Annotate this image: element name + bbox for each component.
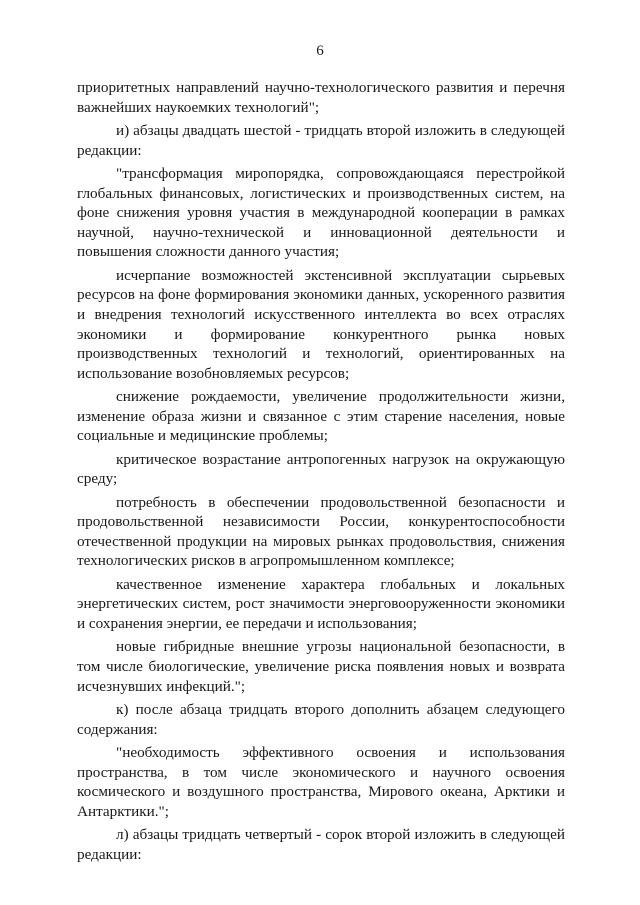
paragraph: к) после абзаца тридцать второго дополнить абзацем следующего содержания:: [77, 700, 565, 738]
paragraph: качественное изменение характера глобальных и локальных энергетических систем, рост значимости энерговооруженности экономики и сохранения энергии, ее передачи и использования;: [77, 575, 565, 633]
paragraph: и) абзацы двадцать шестой - тридцать второй изложить в следующей редакции:: [77, 121, 565, 159]
paragraph: потребность в обеспечении продовольственной безопасности и продовольственной независимости России, конкурентоспособности отечественной продукции на мировых рынках продовольствия, снижения технологических рисков в агропромышленном комплексе;: [77, 493, 565, 570]
paragraph: "трансформация миропорядка, сопровождающаяся перестройкой глобальных финансовых, логистических и производственных систем, на фоне снижения уровня участия в международной кооперации в рамках научной, научно-технической и инновационной деятельности и повышения сложности данного участия;: [77, 164, 565, 261]
paragraph: "необходимость эффективного освоения и использования пространства, в том числе экономического и научного освоения космического и воздушного пространства, Мирового океана, Арктики и Антарктики.";: [77, 743, 565, 820]
paragraph: приоритетных направлений научно-технологического развития и перечня важнейших наукоемких технологий";: [77, 79, 565, 116]
paragraph: новые гибридные внешние угрозы национальной безопасности, в том числе биологические, увеличение риска появления новых и возврата исчезнувших инфекций.";: [77, 638, 565, 695]
document-body: [77, 78, 565, 868]
page-number: 6: [316, 43, 324, 59]
paragraph: исчерпание возможностей экстенсивной эксплуатации сырьевых ресурсов на фоне формирования экономики данных, ускоренного развития и внедрения технологий искусственного интеллекта во всех отраслях экономики и формирование конкурентного рынка новых производственных технологий и технологий, ориентированных на использование возобновляемых ресурсов;: [77, 266, 565, 382]
paragraph: снижение рождаемости, увеличение продолжительности жизни, изменение образа жизни и связанное с этим старение населения, новые социальные и медицинские проблемы;: [77, 388, 565, 445]
paragraph: л) абзацы тридцать четвертый - сорок второй изложить в следующей редакции:: [77, 826, 565, 863]
paragraph: критическое возрастание антропогенных нагрузок на окружающую среду;: [77, 450, 565, 488]
